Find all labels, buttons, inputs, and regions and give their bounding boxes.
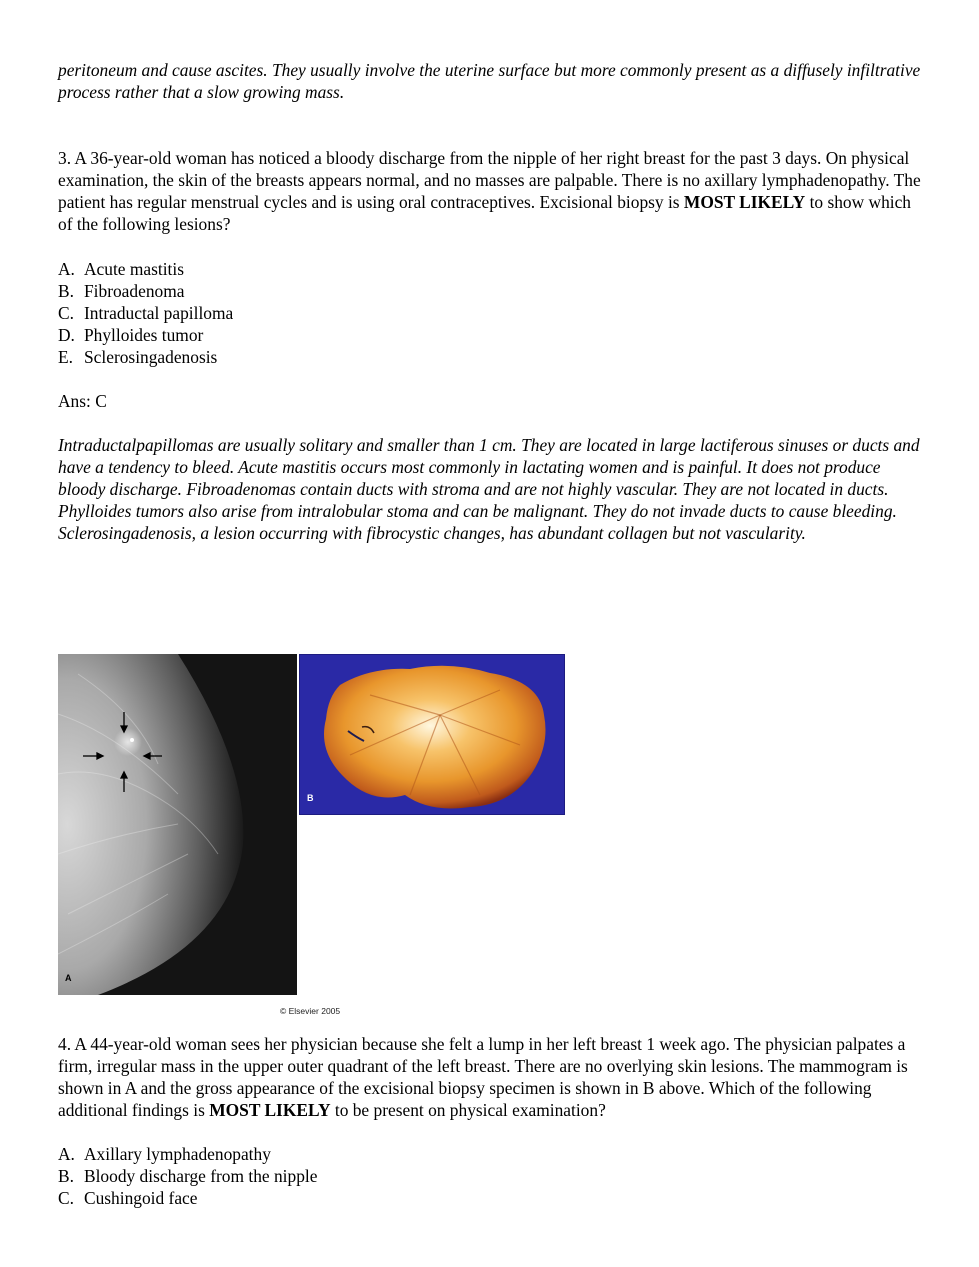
question-3-option: [58, 280, 928, 302]
gross-specimen-image: [299, 654, 565, 815]
mammogram-graphic: [58, 654, 297, 995]
question-4-option: [58, 1143, 928, 1165]
question-3-answer: Ans: C: [58, 391, 107, 411]
option-letter: D.: [58, 325, 75, 345]
option-text: Acute mastitis: [84, 259, 184, 279]
question-3-text: [58, 147, 928, 235]
option-letter: B.: [58, 281, 74, 301]
specimen-graphic: [300, 655, 564, 814]
option-text: Sclerosingadenosis: [84, 347, 218, 367]
option-text: Axillary lymphadenopathy: [84, 1144, 271, 1164]
option-text: Intraductal papilloma: [84, 303, 234, 323]
panel-label-a: A: [65, 973, 72, 983]
mammogram-image: [58, 654, 297, 995]
question-3-option: [58, 258, 928, 280]
option-letter: C.: [58, 303, 74, 323]
question-4-stem: [58, 1033, 928, 1121]
question-3-explanation: [58, 434, 928, 544]
option-letter: B.: [58, 1166, 74, 1186]
question-4-option: [58, 1187, 928, 1209]
explanation-text: Intraductalpapillomas are usually solitary and smaller than 1 cm. They are located in large lactiferous sinuses or ducts and have a tendency to bleed. Acute mastitis occurs most commonly in lactating women and is painful. It does not produce bloody discharge. Fibroadenomas contain ducts with stroma and are not highly vascular. They are not located in ducts. Phylloides tumors also arise from intralobular stoma and can be malignant. They do not invade ducts to cause bleeding. Sclerosingadenosis, a lesion occurring with fibrocystic changes, has abundant collagen but not vascularity.: [58, 435, 920, 543]
question-4-emphasis: MOST LIKELY: [209, 1100, 331, 1120]
question-3-emphasis: MOST LIKELY: [683, 192, 806, 212]
continuation-text: peritoneum and cause ascites. They usually involve the uterine surface but more commonly present as a diffusely infiltrative process rather that a slow growing mass.: [58, 60, 921, 102]
continuation-paragraph: [58, 59, 928, 103]
option-text: Bloody discharge from the nipple: [84, 1166, 318, 1186]
question-3-stem: [58, 147, 928, 235]
option-letter: E.: [58, 347, 73, 367]
question-3-options: [58, 258, 928, 368]
question-4-option: [58, 1165, 928, 1187]
option-letter: A.: [58, 259, 75, 279]
question-4-text: [58, 1033, 928, 1121]
question-4-options: [58, 1143, 928, 1209]
question-3-option: [58, 302, 928, 324]
question-3-stem-pre: 3. A 36-year-old woman has noticed a bloody discharge from the nipple of her right breast for the past 3 days. On physical examination, the skin of the breasts appears normal, and no masses are palpable. There is no axillary lymphadenopathy. The patient has regular menstrual cycles and is using oral contraceptives. Excisional biopsy is: [58, 148, 921, 212]
option-text: Phylloides tumor: [84, 325, 204, 345]
question-4-stem-post: to be present on physical examination?: [330, 1100, 606, 1120]
option-letter: C.: [58, 1188, 74, 1208]
question-3-stem-post: to show which of the following lesions?: [58, 192, 912, 234]
option-text: Cushingoid face: [84, 1188, 198, 1208]
panel-label-b: B: [307, 793, 314, 803]
question-3-option: [58, 324, 928, 346]
figure-credit: © Elsevier 2005: [280, 1006, 341, 1016]
option-text: Fibroadenoma: [84, 281, 185, 301]
question-3-option: [58, 346, 928, 368]
option-letter: A.: [58, 1144, 75, 1164]
question-4-stem-pre: 4. A 44-year-old woman sees her physician because she felt a lump in her left breast 1 week ago. The physician palpates a firm, irregular mass in the upper outer quadrant of the left breast. There are no overlying skin lesions. The mammogram is shown in A and the gross appearance of the excisional biopsy specimen is shown in B above. Which of the following additional findings is: [58, 1034, 908, 1120]
